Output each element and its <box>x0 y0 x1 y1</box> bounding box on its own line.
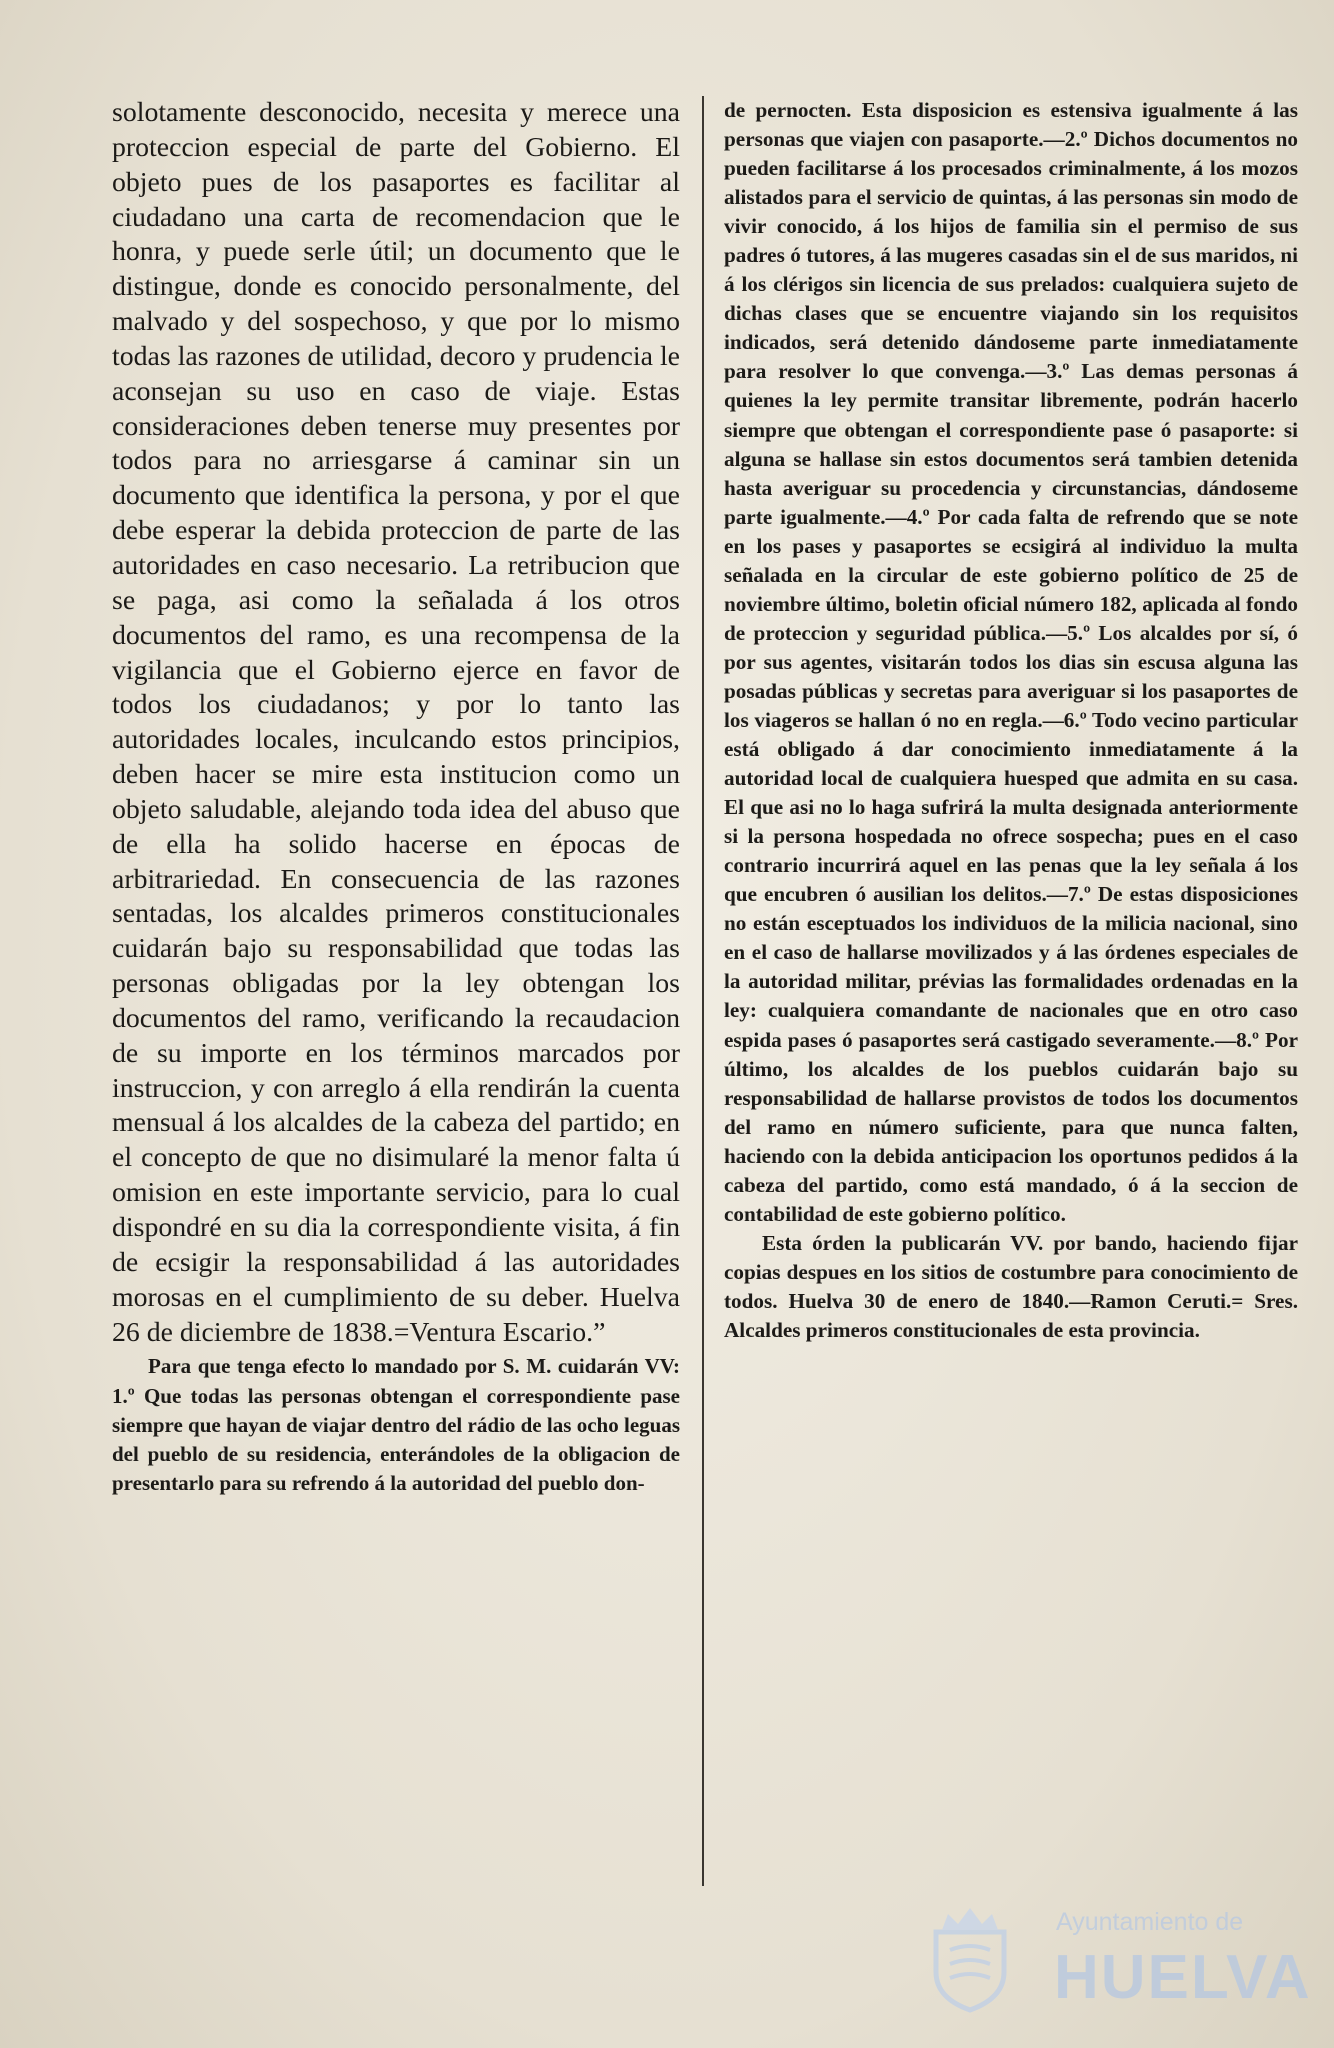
column-divider <box>702 96 704 1886</box>
left-small-text: Para que tenga efecto lo mandado por S. M. cuidarán VV: 1.º Que todas las personas obtengan el correspondiente pase siempre que hayan de viajar dentro del rádio de las ocho leguas del pueblo de su residencia, enterándoles de la obligacion de presentarlo para su refrendo á la autoridad del pueblo don- <box>112 1354 680 1496</box>
left-column <box>112 96 680 1498</box>
right-main-text: de pernocten. Esta disposicion es estensiva igualmente á las personas que viajen con pasaporte.—2.º Dichos documentos no pueden facilitarse á los procesados criminalmente, á los mozos alistados para el servicio de quintas, á las personas sin modo de vivir conocido, á los hijos de familia sin el permiso de sus padres ó tutores, á las mugeres casadas sin el de sus maridos, ni á los clérigos sin licencia de sus prelados: cualquiera sujeto de dichas clases que se encuentre viajando sin los requisitos indicados, será detenido dándoseme parte inmediatamente para resolver lo que convenga.—3.º Las demas personas á quienes la ley permite transitar libremente, podrán hacerlo siempre que obtengan el correspondiente pase ó pasaporte: si alguna se hallase sin estos documentos será tambien detenida hasta averiguar su procedencia y circunstancias, dándoseme parte igualmente.—4.º Por cada falta de refrendo que se note en los pases y pasaportes se ecsigirá al individuo la multa señalada en la circular de este gobierno político de 25 de noviembre último, boletin oficial número 182, aplicada al fondo de proteccion y seguridad pública.—5.º Los alcaldes por sí, ó por sus agentes, visitarán todos los dias sin escusa alguna las posadas públicas y secretas para averiguar si los pasaportes de los viageros se hallan ó no en regla.—6.º Todo vecino particular está obligado á dar conocimiento inmediatamente á la autoridad local de cualquiera huesped que admita en su casa. El que asi no lo haga sufrirá la multa designada anteriormente si la persona hospedada no ofrece sospecha; pues en el caso contrario incurrirá aquel en las penas que la ley señala á los que encubren ó ausilian los delitos.—7.º De estas disposiciones no están esceptuados los individuos de la milicia nacional, sino en el caso de hallarse movilizados y á las órdenes especiales de la autoridad militar, prévias las formalidades ordenadas en la ley: cualquiera comandante de nacionales que en otro caso espida pases ó pasaportes será castigado severamente.—8.º Por último, los alcaldes de los pueblos cuidarán bajo su responsabilidad de hallarse provistos de todos los documentos del ramo en número suficiente, para que nunca falten, haciendo con la debida anticipacion los oportunos pedidos á la cabeza del partido, como está mandado, ó á la seccion de contabilidad de este gobierno político. <box>724 98 1298 1226</box>
watermark-line2: HUELVA <box>1054 1943 1312 2012</box>
watermark-line1: Ayuntamiento de <box>1056 1908 1244 1936</box>
right-column <box>724 96 1298 1345</box>
right-closing-text: Esta órden la publicarán VV. por bando, haciendo fijar copias despues en los sitios de costumbre para conocimiento de todos. Huelva 30 de enero de 1840.—Ramon Ceruti.= Sres. Alcaldes primeros constitucionales de esta provincia. <box>724 1230 1298 1342</box>
ayuntamiento-watermark <box>918 1900 1312 2020</box>
left-main-text: solotamente desconocido, necesita y merece una proteccion especial de parte del Gobierno. El objeto pues de los pasaportes es facilitar al ciudadano una carta de recomendacion que le honra, y puede serle útil; un documento que le distingue, donde es conocido personalmente, del malvado y del sospechoso, y que por lo mismo todas las razones de utilidad, decoro y prudencia le aconsejan su uso en caso de viaje. Estas consideraciones deben tenerse muy presentes por todos para no arriesgarse á caminar sin un documento que identifica la persona, y por el que debe esperar la debida proteccion de parte de las autoridades en caso necesario. La retribucion que se paga, asi como la señalada á los otros documentos del ramo, es una recompensa de la vigilancia que el Gobierno ejerce en favor de todos los ciudadanos; y por lo tanto las autoridades locales, inculcando estos principios, deben hacer se mire esta institucion como un objeto saludable, alejando toda idea del abuso que de ella ha solido hacerse en épocas de arbitrariedad. En consecuencia de las razones sentadas, los alcaldes primeros constitucionales cuidarán bajo su responsabilidad que todas las personas obligadas por la ley obtengan los documentos del ramo, verificando la recaudacion de su importe en los términos marcados por instruccion, y con arreglo á ella rendirán la cuenta mensual á los alcaldes de la cabeza del partido; en el concepto de que no disimularé la menor falta ú omision en este importante servicio, para lo cual dispondré en su dia la correspondiente visita, á fin de ecsigir la responsabilidad á las autoridades morosas en el cumplimiento de su deber. Huelva 26 de diciembre de 1838.=Ventura Escario.” <box>112 97 680 1348</box>
coat-of-arms-icon <box>922 1902 1018 2014</box>
